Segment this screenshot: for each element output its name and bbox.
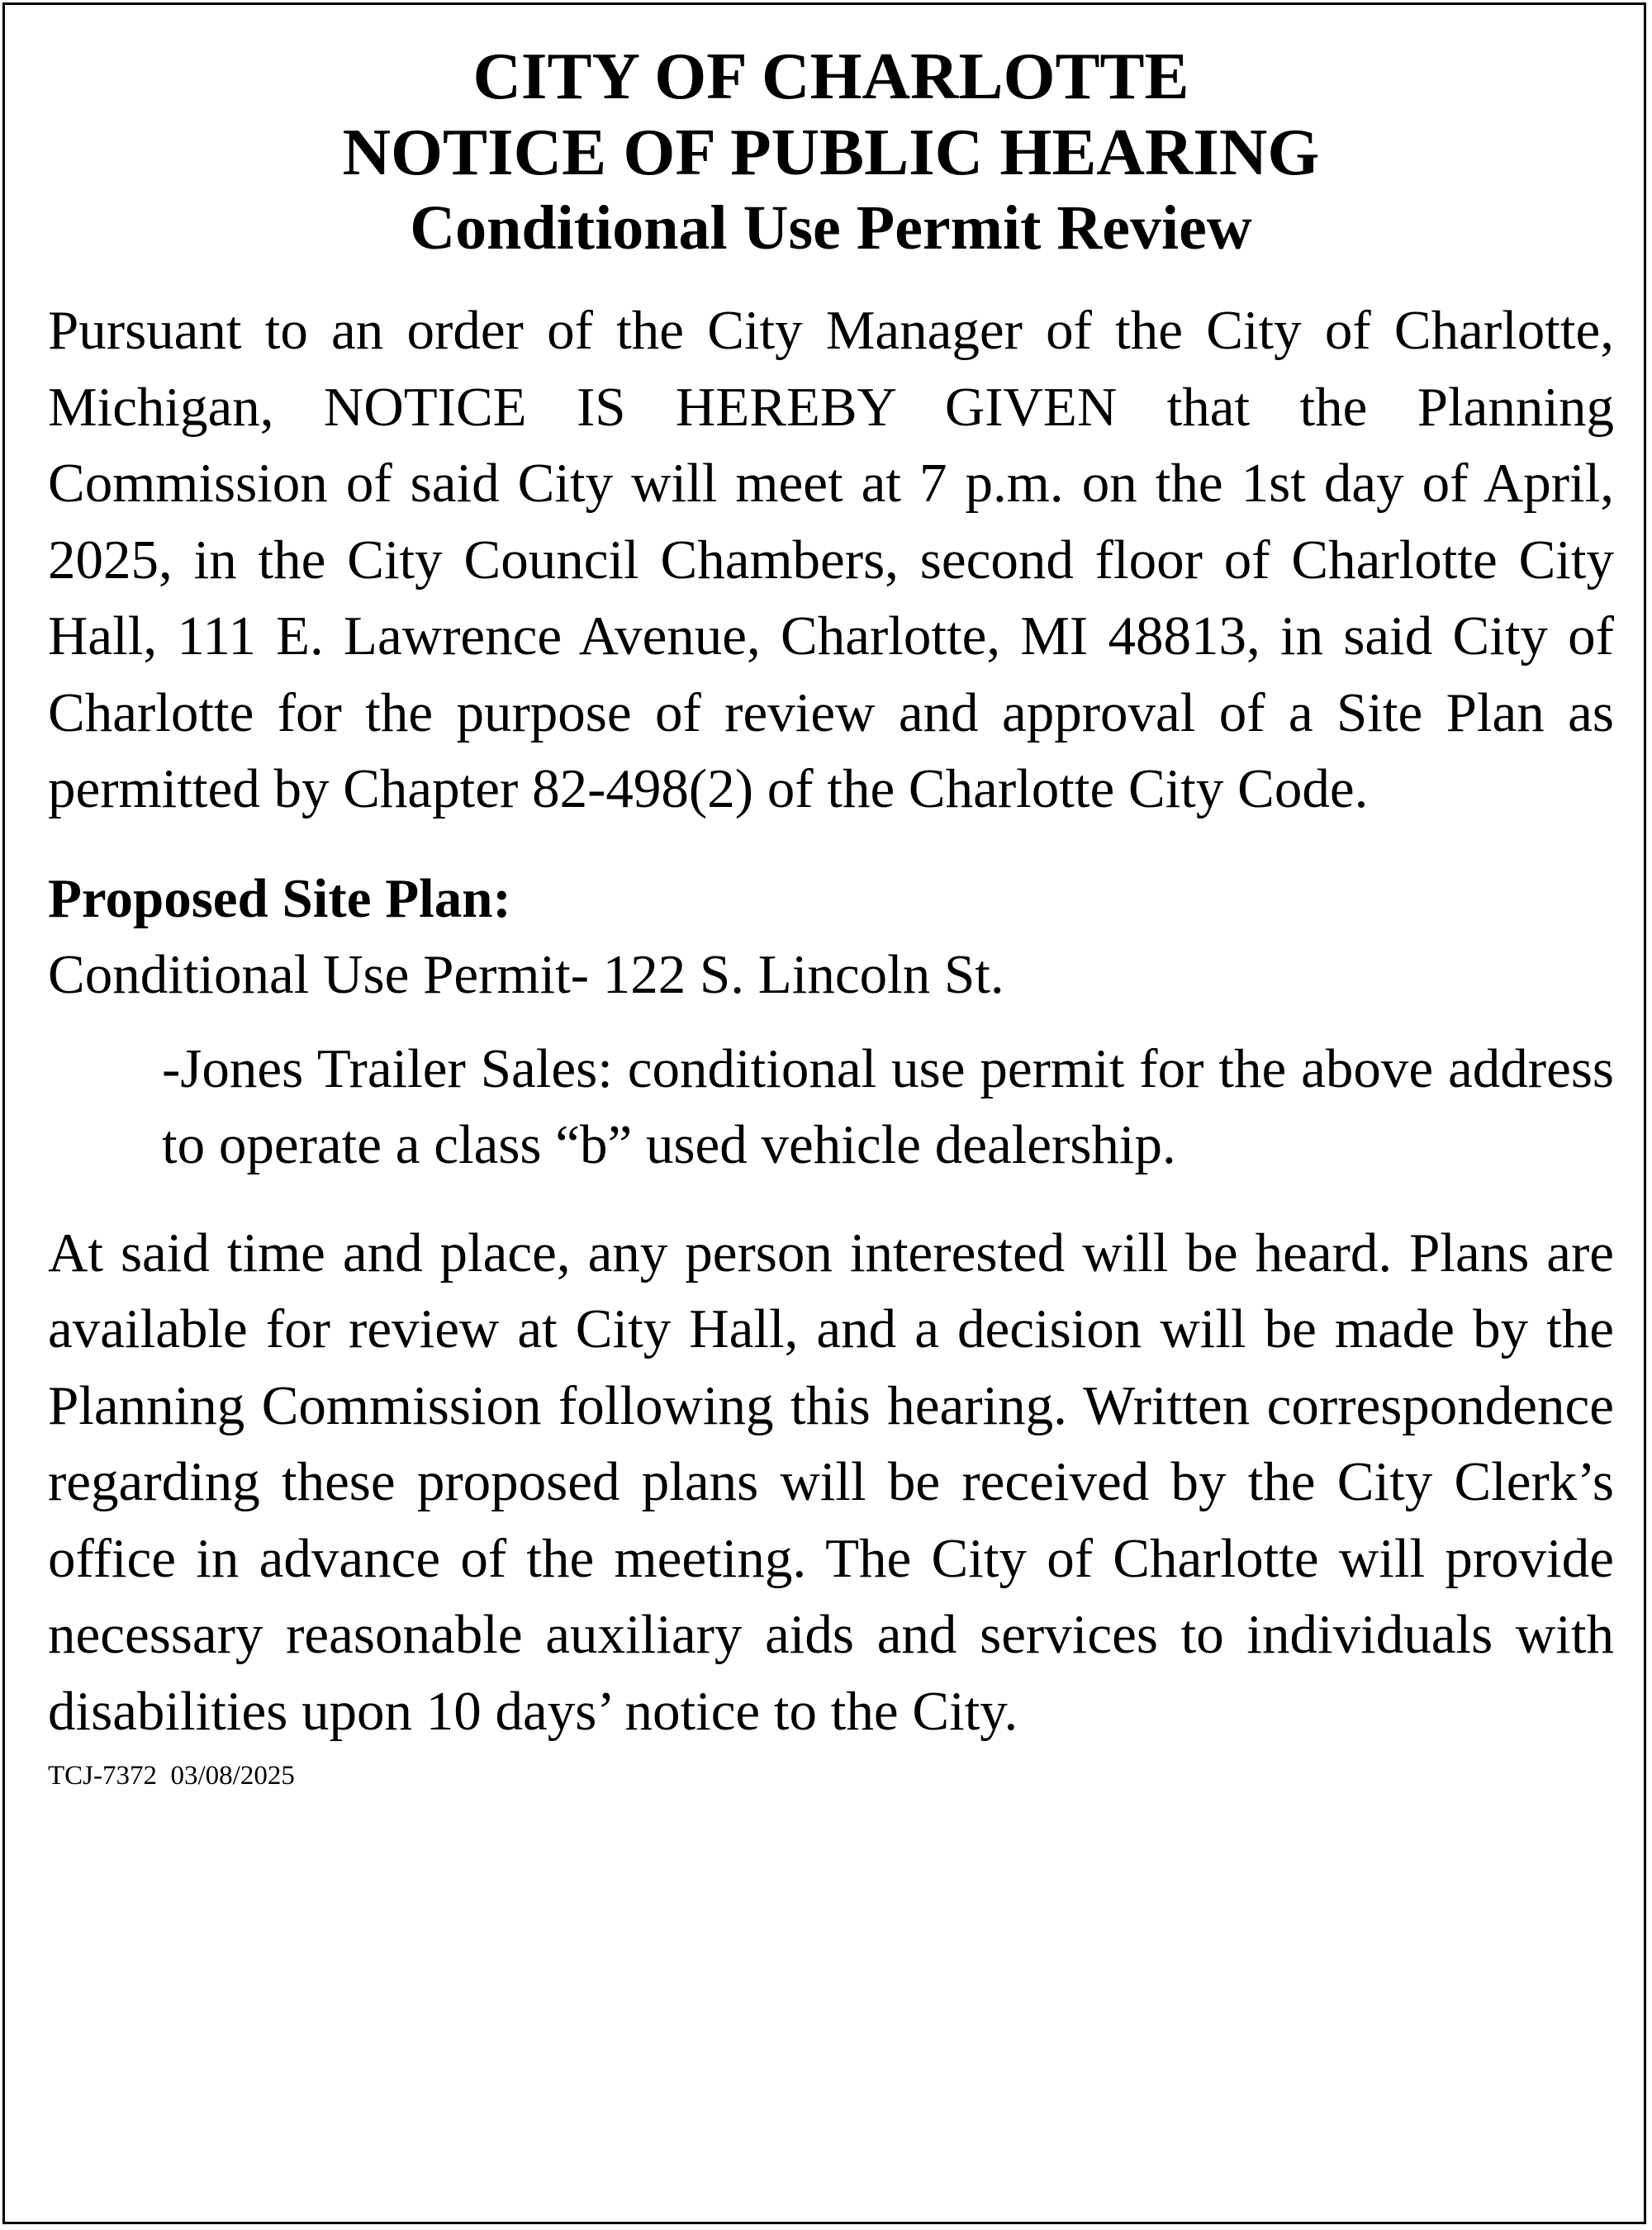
notice-footer-code: TCJ-7372 03/08/2025: [48, 1761, 295, 1791]
notice-heading-subtitle: Conditional Use Permit Review: [410, 193, 1252, 263]
notice-heading-title: NOTICE OF PUBLIC HEARING: [342, 115, 1320, 189]
site-plan-label: Proposed Site Plan:: [48, 867, 511, 929]
notice-content: [48, 38, 1614, 1792]
notice-paragraph-closing: At said time and place, any person interested will be heard. Plans are available for review at City Hall, and a decision will be made by the Planning Commission following this hearing. Written correspondence regarding these proposed plans will be received by the City Clerk’s office in advance of the meeting. The City of Charlotte will provide necessary reasonable auxiliary aids and services to individuals with disabilities upon 10 days’ notice to the City.: [48, 1222, 1614, 1742]
site-plan-item: Conditional Use Permit- 122 S. Lincoln St.: [48, 943, 1004, 1005]
notice-frame: [2, 2, 1646, 2224]
site-plan-detail: -Jones Trailer Sales: conditional use permit for the above address to operate a class “b” used vehicle dealership.: [162, 1037, 1614, 1175]
notice-heading-city: CITY OF CHARLOTTE: [472, 39, 1189, 113]
notice-paragraph-intro: Pursuant to an order of the City Manager of the City of Charlotte, Michigan, NOTICE IS HEREBY GIVEN that the Planning Commission of said City will meet at 7 p.m. on the 1st day of April, 2025, in the City Council Chambers, second floor of Charlotte City Hall, 111 E. Lawrence Avenue, Charlotte, MI 48813, in said City of Charlotte for the purpose of review and approval of a Site Plan as permitted by Chapter 82-498(2) of the Charlotte City Code.: [48, 300, 1614, 819]
